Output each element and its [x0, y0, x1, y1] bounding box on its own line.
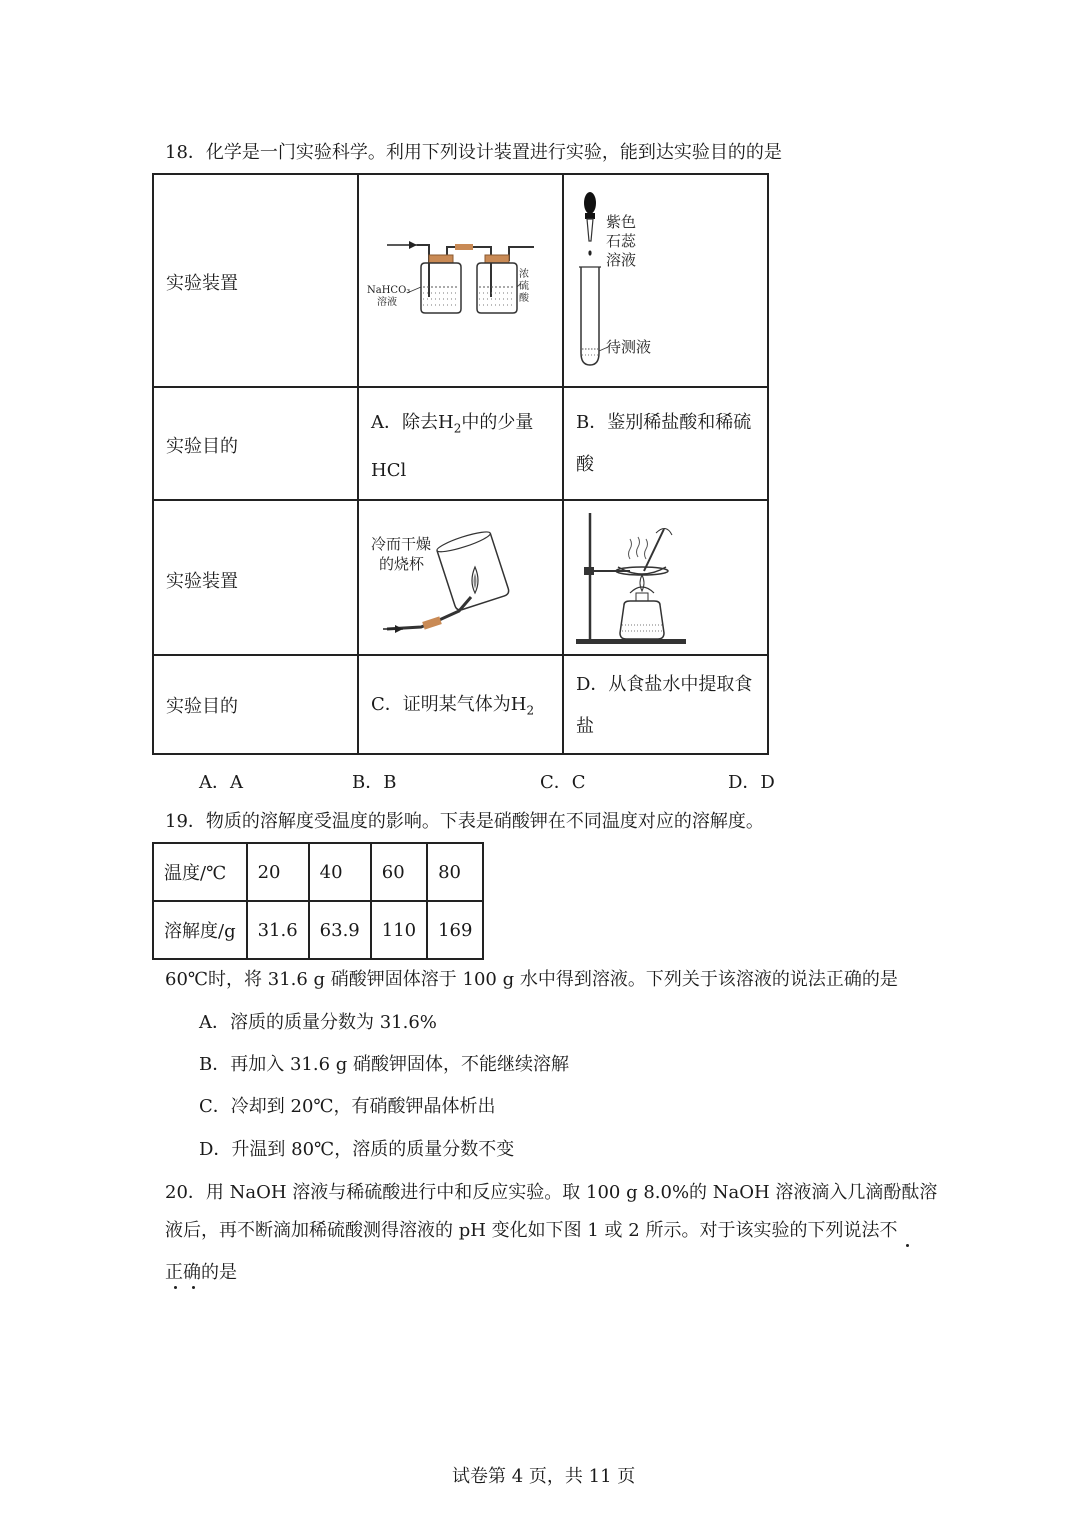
q19-option-b[interactable]: B．再加入 31.6 g 硝酸钾固体，不能继续溶解: [199, 1054, 569, 1075]
emphasis-dot: [906, 1244, 909, 1247]
cell-apparatus-label-1: [153, 174, 358, 387]
apparatus-label-2: 实验装置: [166, 571, 238, 592]
table-cell: 40: [309, 843, 371, 901]
q19-question: 60℃时，将 31.6 g 硝酸钾固体溶于 100 g 水中得到溶液。下列关于该溶液的说法正确的是: [165, 969, 898, 990]
label-purple: 紫色: [606, 213, 637, 231]
cell-goal-c: [358, 655, 563, 754]
q19-option-c[interactable]: C．冷却到 20℃，有硝酸钾晶体析出: [199, 1096, 496, 1117]
goal-label-2: 实验目的: [166, 696, 238, 717]
table-cell: 60: [371, 843, 427, 901]
table-cell: 63.9: [309, 901, 371, 959]
experiment-table: [152, 173, 769, 755]
cell-goal-label-1: [153, 387, 358, 500]
goal-b: B．鉴别稀盐酸和稀硫酸: [576, 412, 752, 475]
table-row: [153, 843, 483, 901]
gas-washing-bottles-figure: [359, 175, 562, 386]
q18-option-a[interactable]: A．A: [199, 772, 243, 793]
label-conc-2: 硫: [519, 281, 529, 292]
cell-goal-label-2: [153, 655, 358, 754]
label-cold-dry: 冷而干燥: [371, 535, 432, 553]
label-test-liquid: 待测液: [606, 338, 652, 356]
cell-goal-d: [563, 655, 768, 754]
q20-line-1: 20．用 NaOH 溶液与稀硫酸进行中和反应实验。取 100 g 8.0%的 NaOH 溶液滴入几滴酚酞溶: [165, 1182, 938, 1203]
cell-figure-c: [358, 500, 563, 655]
q19-stem: 19．物质的溶解度受温度的影响。下表是硝酸钾在不同温度对应的溶解度。: [165, 811, 764, 832]
label-conc-1: 浓: [519, 269, 529, 280]
emphasis-dot: [192, 1286, 195, 1289]
q18-option-c[interactable]: C．C: [540, 772, 586, 793]
q18-option-d[interactable]: D．D: [728, 772, 775, 793]
beaker-over-flame-figure: [359, 501, 562, 654]
q20-line-2: 液后，再不断滴加稀硫酸测得溶液的 pH 变化如下图 1 或 2 所示。对于该实验的下列说法不: [165, 1220, 898, 1241]
emphasis-dot: [174, 1286, 177, 1289]
table-cell: 31.6: [247, 901, 309, 959]
table-cell: 110: [371, 901, 427, 959]
table-cell: 169: [427, 901, 483, 959]
table-cell: 80: [427, 843, 483, 901]
q19-option-d[interactable]: D．升温到 80℃，溶质的质量分数不变: [199, 1139, 515, 1160]
goal-d: D．从食盐水中提取食盐: [576, 674, 753, 737]
label-nahco3: NaHCO₃: [367, 285, 411, 296]
label-litmus: 石蕊: [606, 232, 637, 250]
cell-goal-a: [358, 387, 563, 500]
goal-a: A．除去$H_2$中的少量 HCl: [371, 412, 534, 481]
q18-option-b[interactable]: B．B: [352, 772, 397, 793]
goal-label: 实验目的: [166, 436, 238, 457]
table-cell: 温度/℃: [153, 843, 247, 901]
label-solution: 溶液: [377, 297, 397, 308]
label-conc-3: 酸: [519, 293, 529, 304]
cell-figure-d: [563, 500, 768, 655]
table-cell: 20: [247, 843, 309, 901]
table-cell: 溶解度/g: [153, 901, 247, 959]
dropper-test-tube-figure: [564, 175, 767, 386]
q20-line-3: 正确的是: [165, 1262, 237, 1283]
label-beaker: 的烧杯: [379, 555, 425, 573]
q19-option-a[interactable]: A．溶质的质量分数为 31.6%: [199, 1012, 437, 1033]
evaporating-dish-figure: [564, 501, 767, 654]
apparatus-label: 实验装置: [166, 273, 238, 294]
cell-figure-b: [563, 174, 768, 387]
cell-apparatus-label-2: [153, 500, 358, 655]
cell-goal-b: [563, 387, 768, 500]
cell-figure-a: [358, 174, 563, 387]
q18-stem: 18．化学是一门实验科学。利用下列设计装置进行实验，能到达实验目的的是: [165, 142, 782, 163]
solubility-table: [152, 842, 484, 960]
goal-c: C．证明某气体为$H_2$: [371, 694, 535, 718]
page-footer: 试卷第 4 页，共 11 页: [452, 1466, 636, 1487]
table-row: [153, 901, 483, 959]
label-solution-b: 溶液: [606, 251, 637, 269]
